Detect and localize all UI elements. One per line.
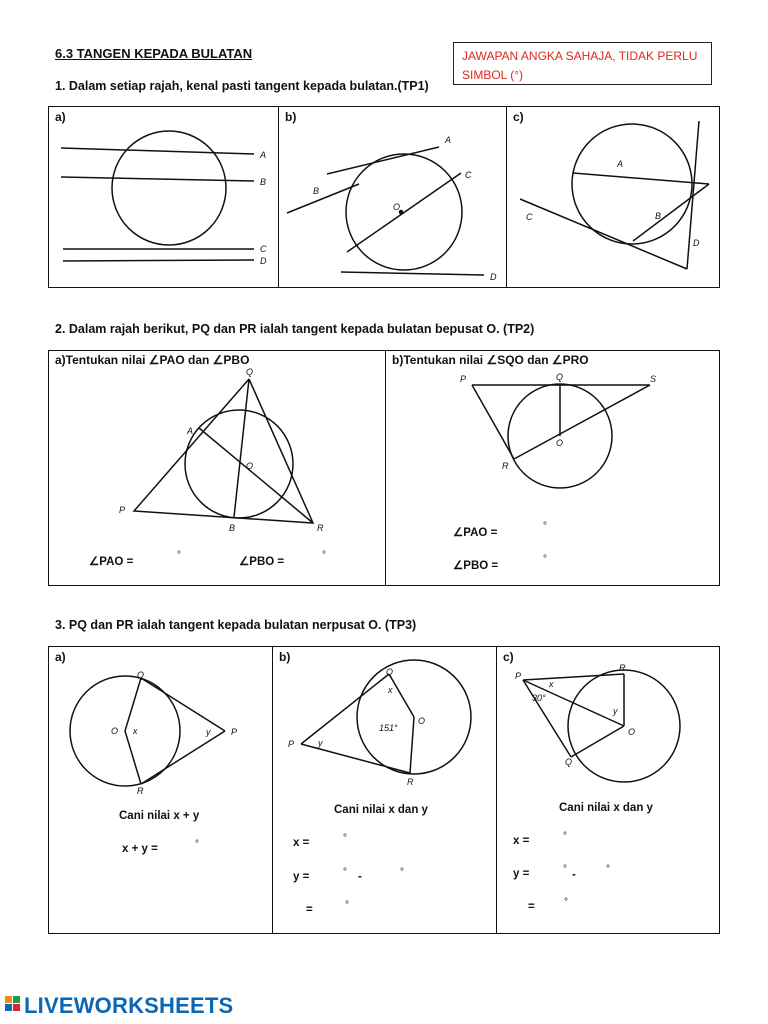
label-d: D [693, 238, 700, 248]
label-y: y [318, 738, 323, 748]
radius-oq [571, 726, 624, 757]
label-y: y [206, 727, 211, 737]
label-a: A [445, 135, 452, 145]
q3-b-answer-x: x = [293, 837, 310, 849]
label-c: C [526, 212, 533, 222]
q3-a-diagram [49, 647, 274, 935]
line-c [347, 173, 461, 252]
label-o: O [556, 438, 564, 448]
degree-sign: ° [606, 864, 610, 875]
label-q: Q [246, 367, 254, 377]
line-c [520, 199, 687, 269]
circle [185, 410, 293, 518]
label-a: A [260, 150, 267, 160]
line-a [573, 173, 709, 184]
degree-sign: ° [400, 867, 404, 878]
question-3-text: 3. PQ dan PR ialah tangent kepada bulatan nerpusat O. (TP3) [55, 618, 417, 632]
label-q: Q [386, 667, 394, 677]
label-q: Q [556, 372, 564, 382]
label-p: P [460, 374, 467, 384]
circle [112, 131, 226, 245]
degree-sign: ° [563, 864, 567, 875]
q3-a-answer: x + y = [122, 843, 158, 855]
q3-b-label: b) [279, 650, 291, 664]
q2-a-diagram [49, 351, 387, 587]
label-d: D [490, 272, 497, 282]
q1-a-diagram [49, 107, 280, 289]
radius-oq [125, 678, 141, 731]
q2-part-b-box [385, 350, 720, 586]
label-d: D [260, 256, 267, 266]
label-p: P [515, 671, 522, 681]
worksheet-heading: 6.3 TANGEN KEPADA BULATAN [55, 46, 253, 61]
degree-sign: ° [195, 839, 199, 850]
q1-part-c-box [506, 106, 720, 288]
q3-c-answer-y: y = [513, 868, 530, 880]
q2-b-diagram [386, 351, 721, 587]
label-p: P [288, 739, 295, 749]
q2-b-answer-1: ∠PAO = [453, 527, 498, 539]
line-a [61, 148, 254, 154]
degree-sign: ° [543, 521, 547, 532]
label-o: O [111, 726, 119, 736]
q2-a-answer-1: ∠PAO = [89, 556, 134, 568]
q2-a-instruction: a)Tentukan nilai ∠PAO dan ∠PBO [55, 353, 250, 367]
q3-b-answer-y: y = [293, 871, 310, 883]
label-a: A [617, 159, 624, 169]
degree-sign: ° [322, 550, 326, 561]
line-b [633, 184, 709, 241]
q3-b-answer-result: = [306, 904, 313, 916]
radius-or [410, 717, 414, 773]
label-q: Q [565, 757, 573, 767]
line-d [63, 260, 254, 261]
footer-brand-text: LIVEWORKSHEETS [24, 993, 234, 1018]
q3-b-prompt: Cani nilai x dan y [334, 804, 428, 816]
q1-part-a-label: a) [55, 110, 66, 124]
label-o: O [246, 461, 254, 471]
label-a: A [187, 426, 194, 436]
note-line-1: JAWAPAN ANGKA SAHAJA, TIDAK PERLU [462, 49, 698, 63]
q1-part-a-box [48, 106, 279, 288]
label-b: B [260, 177, 267, 187]
note-line-2: SIMBOL (°) [462, 68, 524, 82]
q3-c-answer-x: x = [513, 835, 530, 847]
radius-oq [389, 674, 414, 717]
q1-part-b-box [278, 106, 507, 288]
circle [572, 124, 692, 244]
tangent-pq [301, 674, 389, 744]
question-2-text: 2. Dalam rajah berikut, PQ dan PR ialah tangent kepada bulatan bepusat O. (TP2) [55, 322, 535, 336]
q3-c-diagram [497, 647, 721, 935]
label-r: R [407, 777, 414, 787]
q3-c-prompt: Cani nilai x dan y [559, 802, 653, 814]
label-r: R [137, 786, 144, 796]
degree-sign: ° [543, 554, 547, 565]
line-qb [234, 379, 249, 517]
minus-sign: - [358, 871, 362, 883]
label-p: P [119, 505, 126, 515]
liveworksheets-brand [5, 993, 233, 1019]
tangent-qp [141, 678, 225, 731]
q1-c-diagram [507, 107, 721, 289]
label-o: O [418, 716, 426, 726]
label-x: x [388, 685, 393, 695]
degree-sign: ° [563, 831, 567, 842]
q1-part-c-label: c) [513, 110, 524, 124]
label-x: x [549, 679, 554, 689]
q1-part-b-label: b) [285, 110, 297, 124]
label-c: C [260, 244, 267, 254]
minus-sign: - [572, 869, 576, 881]
label-x: x [133, 726, 138, 736]
label-r: R [502, 461, 509, 471]
label-q: Q [137, 670, 145, 680]
tangent-pr [472, 385, 514, 459]
label-s: S [650, 374, 657, 384]
tangent-rp [141, 731, 225, 784]
label-angle: 151° [379, 723, 398, 733]
label-angle: 30° [532, 693, 546, 703]
instruction-note [453, 42, 712, 85]
q2-b-instruction: b)Tentukan nilai ∠SQO dan ∠PRO [392, 353, 589, 367]
degree-sign: ° [345, 900, 349, 911]
q3-a-label: a) [55, 650, 66, 664]
line-ar [199, 428, 313, 523]
line-rs [514, 385, 650, 459]
q3-a-prompt: Cani nilai x + y [119, 810, 200, 822]
label-p: P [231, 727, 238, 737]
q3-part-a-box [48, 646, 273, 934]
degree-sign: ° [343, 867, 347, 878]
degree-sign: ° [564, 897, 568, 908]
q3-part-b-box [272, 646, 497, 934]
q2-a-answer-2: ∠PBO = [239, 556, 285, 568]
label-b: B [313, 186, 320, 196]
label-b: B [655, 211, 662, 221]
degree-sign: ° [343, 833, 347, 844]
label-o: O [393, 202, 401, 212]
q2-part-a-box [48, 350, 386, 586]
label-r: R [619, 663, 626, 673]
q1-b-diagram [279, 107, 508, 289]
q3-c-label: c) [503, 650, 514, 664]
label-r: R [317, 523, 324, 533]
line-a [327, 147, 439, 174]
radius-or [125, 731, 141, 784]
q3-b-diagram [273, 647, 498, 935]
q3-c-answer-result: = [528, 901, 535, 913]
degree-sign: ° [177, 550, 181, 561]
q2-b-answer-2: ∠PBO = [453, 560, 499, 572]
label-y: y [613, 706, 618, 716]
tangent-pr [523, 674, 624, 680]
line-d [341, 272, 484, 275]
q3-part-c-box [496, 646, 720, 934]
liveworksheets-logo-icon [5, 994, 21, 1016]
tangent-pr [301, 744, 410, 773]
question-1-text: 1. Dalam setiap rajah, kenal pasti tangent kepada bulatan.(TP1) [55, 79, 429, 93]
label-b: B [229, 523, 236, 533]
label-o: O [628, 727, 636, 737]
label-c: C [465, 170, 472, 180]
